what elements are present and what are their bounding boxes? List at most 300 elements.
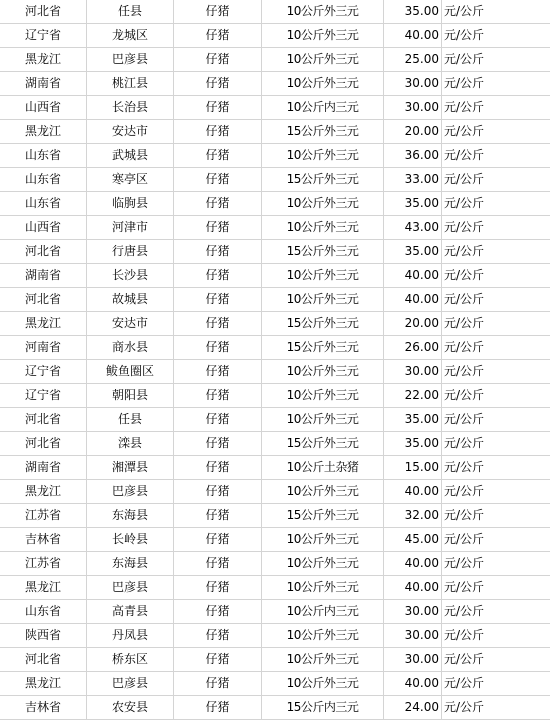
livestock-type-cell[interactable] [174,216,262,240]
unit-cell-text: 元/公斤 [444,148,485,162]
specification-cell[interactable] [262,0,384,24]
price-cell[interactable] [384,600,442,624]
specification-cell[interactable] [262,144,384,168]
specification-cell-text: 15公斤外三元 [286,244,359,258]
county-cell-text: 长沙县 [111,268,148,282]
price-cell[interactable] [384,96,442,120]
province-cell-text: 黑龙江 [24,484,61,498]
livestock-type-cell[interactable] [174,408,262,432]
livestock-type-cell-text: 仔猪 [205,364,230,378]
specification-cell[interactable] [262,120,384,144]
province-cell[interactable] [0,480,87,504]
unit-cell[interactable] [442,312,550,336]
county-cell[interactable] [87,192,174,216]
price-cell[interactable] [384,504,442,528]
province-cell[interactable] [0,192,87,216]
specification-cell[interactable] [262,600,384,624]
price-cell[interactable] [384,672,442,696]
price-cell[interactable] [384,360,442,384]
livestock-type-cell[interactable] [174,360,262,384]
specification-cell-text: 10公斤外三元 [286,292,359,306]
province-cell[interactable] [0,96,87,120]
specification-cell-text: 15公斤外三元 [286,508,359,522]
province-cell[interactable] [0,432,87,456]
table-row [0,504,550,528]
table-row [0,24,550,48]
price-cell[interactable] [384,408,442,432]
county-cell[interactable] [87,312,174,336]
province-cell[interactable] [0,456,87,480]
specification-cell[interactable] [262,576,384,600]
unit-cell[interactable] [442,240,550,264]
county-cell[interactable] [87,672,174,696]
county-cell[interactable] [87,144,174,168]
unit-cell[interactable] [442,504,550,528]
province-cell-text: 山东省 [24,148,61,162]
county-cell[interactable] [87,120,174,144]
price-cell[interactable] [384,216,442,240]
price-cell[interactable] [384,144,442,168]
unit-cell[interactable] [442,456,550,480]
province-cell-text: 湖南省 [24,76,61,90]
county-cell-text: 临朐县 [111,196,148,210]
province-cell-text: 山西省 [24,100,61,114]
livestock-type-cell[interactable] [174,576,262,600]
price-cell[interactable] [384,624,442,648]
livestock-type-cell-text: 仔猪 [205,268,230,282]
county-cell[interactable] [87,216,174,240]
county-cell-text: 长岭县 [111,532,148,546]
unit-cell[interactable] [442,96,550,120]
specification-cell[interactable] [262,384,384,408]
livestock-type-cell-text: 仔猪 [205,340,230,354]
province-cell[interactable] [0,408,87,432]
specification-cell-text: 10公斤外三元 [286,4,359,18]
livestock-type-cell[interactable] [174,456,262,480]
specification-cell[interactable] [262,648,384,672]
unit-cell[interactable] [442,144,550,168]
county-cell[interactable] [87,432,174,456]
price-cell[interactable] [384,384,442,408]
price-cell-text: 33.00 [404,172,439,186]
livestock-type-cell[interactable] [174,72,262,96]
table-row [0,72,550,96]
county-cell[interactable] [87,24,174,48]
price-cell-text: 20.00 [404,124,439,138]
unit-cell[interactable] [442,192,550,216]
province-cell-text: 江苏省 [24,508,61,522]
table-row [0,312,550,336]
livestock-type-cell[interactable] [174,288,262,312]
price-cell-text: 22.00 [404,388,439,402]
table-row [0,192,550,216]
livestock-type-cell-text: 仔猪 [205,652,230,666]
unit-cell[interactable] [442,384,550,408]
specification-cell-text: 10公斤外三元 [286,652,359,666]
specification-cell-text: 15公斤外三元 [286,172,359,186]
livestock-type-cell[interactable] [174,264,262,288]
specification-cell[interactable] [262,264,384,288]
province-cell-text: 山东省 [24,604,61,618]
price-cell-text: 40.00 [404,28,439,42]
livestock-type-cell[interactable] [174,600,262,624]
livestock-type-cell-text: 仔猪 [205,628,230,642]
price-cell[interactable] [384,120,442,144]
specification-cell[interactable] [262,312,384,336]
specification-cell[interactable] [262,168,384,192]
specification-cell-text: 10公斤内三元 [286,604,359,618]
price-cell-text: 36.00 [404,148,439,162]
price-cell-text: 26.00 [404,340,439,354]
livestock-type-cell[interactable] [174,168,262,192]
unit-cell[interactable] [442,408,550,432]
province-cell[interactable] [0,48,87,72]
livestock-type-cell-text: 仔猪 [205,388,230,402]
county-cell[interactable] [87,576,174,600]
price-cell[interactable] [384,192,442,216]
price-cell-text: 30.00 [404,652,439,666]
unit-cell-text: 元/公斤 [444,484,485,498]
price-cell-text: 43.00 [404,220,439,234]
specification-cell[interactable] [262,504,384,528]
table-row [0,120,550,144]
unit-cell[interactable] [442,168,550,192]
province-cell-text: 辽宁省 [24,388,61,402]
price-cell[interactable] [384,480,442,504]
province-cell[interactable] [0,24,87,48]
specification-cell-text: 10公斤外三元 [286,220,359,234]
unit-cell-text: 元/公斤 [444,28,485,42]
price-cell[interactable] [384,168,442,192]
livestock-type-cell[interactable] [174,624,262,648]
livestock-type-cell[interactable] [174,312,262,336]
county-cell-text: 东海县 [111,556,148,570]
livestock-type-cell-text: 仔猪 [205,580,230,594]
unit-cell-text: 元/公斤 [444,700,485,714]
price-cell[interactable] [384,552,442,576]
price-cell[interactable] [384,696,442,720]
livestock-type-cell[interactable] [174,552,262,576]
county-cell[interactable] [87,480,174,504]
province-cell[interactable] [0,648,87,672]
livestock-type-cell[interactable] [174,144,262,168]
unit-cell[interactable] [442,48,550,72]
county-cell[interactable] [87,264,174,288]
province-cell[interactable] [0,696,87,720]
livestock-type-cell-text: 仔猪 [205,100,230,114]
province-cell[interactable] [0,552,87,576]
livestock-type-cell[interactable] [174,24,262,48]
county-cell[interactable] [87,288,174,312]
county-cell-text: 农安县 [111,700,148,714]
price-cell[interactable] [384,648,442,672]
price-cell[interactable] [384,456,442,480]
province-cell-text: 湖南省 [24,268,61,282]
province-cell-text: 黑龙江 [24,676,61,690]
county-cell[interactable] [87,648,174,672]
table-row [0,576,550,600]
livestock-type-cell[interactable] [174,480,262,504]
province-cell[interactable] [0,240,87,264]
specification-cell-text: 10公斤外三元 [286,28,359,42]
unit-cell[interactable] [442,216,550,240]
price-cell-text: 40.00 [404,268,439,282]
province-cell[interactable] [0,144,87,168]
unit-cell-text: 元/公斤 [444,532,485,546]
unit-cell-text: 元/公斤 [444,556,485,570]
price-cell[interactable] [384,336,442,360]
specification-cell-text: 10公斤内三元 [286,100,359,114]
price-cell[interactable] [384,72,442,96]
unit-cell-text: 元/公斤 [444,388,485,402]
specification-cell[interactable] [262,480,384,504]
table-row [0,360,550,384]
unit-cell[interactable] [442,696,550,720]
province-cell-text: 辽宁省 [24,364,61,378]
unit-cell-text: 元/公斤 [444,4,485,18]
county-cell-text: 行唐县 [111,244,148,258]
livestock-type-cell[interactable] [174,96,262,120]
unit-cell[interactable] [442,672,550,696]
unit-cell-text: 元/公斤 [444,412,485,426]
price-cell[interactable] [384,24,442,48]
unit-cell-text: 元/公斤 [444,100,485,114]
county-cell[interactable] [87,600,174,624]
price-cell[interactable] [384,48,442,72]
unit-cell[interactable] [442,24,550,48]
specification-cell[interactable] [262,528,384,552]
livestock-type-cell[interactable] [174,336,262,360]
price-cell[interactable] [384,576,442,600]
specification-cell[interactable] [262,48,384,72]
livestock-type-cell-text: 仔猪 [205,76,230,90]
unit-cell-text: 元/公斤 [444,340,485,354]
price-cell-text: 20.00 [404,316,439,330]
unit-cell-text: 元/公斤 [444,52,485,66]
unit-cell-text: 元/公斤 [444,436,485,450]
price-cell-text: 40.00 [404,676,439,690]
unit-cell-text: 元/公斤 [444,76,485,90]
county-cell-text: 高青县 [111,604,148,618]
livestock-type-cell-text: 仔猪 [205,700,230,714]
province-cell[interactable] [0,624,87,648]
province-cell[interactable] [0,168,87,192]
price-cell-text: 30.00 [404,628,439,642]
unit-cell[interactable] [442,624,550,648]
livestock-type-cell-text: 仔猪 [205,52,230,66]
province-cell-text: 吉林省 [24,532,61,546]
price-cell-text: 35.00 [404,196,439,210]
livestock-type-cell[interactable] [174,192,262,216]
county-cell[interactable] [87,96,174,120]
table-row [0,648,550,672]
unit-cell-text: 元/公斤 [444,268,485,282]
livestock-type-cell-text: 仔猪 [205,196,230,210]
province-cell[interactable] [0,384,87,408]
table-row [0,600,550,624]
specification-cell-text: 15公斤内三元 [286,700,359,714]
price-cell[interactable] [384,312,442,336]
table-row [0,552,550,576]
table-row [0,168,550,192]
province-cell-text: 吉林省 [24,700,61,714]
province-cell[interactable] [0,360,87,384]
specification-cell[interactable] [262,240,384,264]
price-cell[interactable] [384,432,442,456]
price-cell-text: 40.00 [404,556,439,570]
unit-cell-text: 元/公斤 [444,652,485,666]
county-cell[interactable] [87,384,174,408]
table-row [0,96,550,120]
province-cell[interactable] [0,216,87,240]
livestock-type-cell[interactable] [174,504,262,528]
livestock-type-cell[interactable] [174,240,262,264]
unit-cell[interactable] [442,600,550,624]
province-cell[interactable] [0,264,87,288]
province-cell[interactable] [0,0,87,24]
unit-cell[interactable] [442,264,550,288]
province-cell-text: 辽宁省 [24,28,61,42]
price-cell[interactable] [384,264,442,288]
specification-cell[interactable] [262,96,384,120]
county-cell[interactable] [87,240,174,264]
county-cell[interactable] [87,456,174,480]
province-cell[interactable] [0,576,87,600]
table-row [0,240,550,264]
county-cell[interactable] [87,336,174,360]
province-cell[interactable] [0,600,87,624]
livestock-type-cell[interactable] [174,528,262,552]
province-cell[interactable] [0,504,87,528]
specification-cell[interactable] [262,456,384,480]
livestock-type-cell-text: 仔猪 [205,148,230,162]
livestock-type-cell[interactable] [174,672,262,696]
table-row [0,264,550,288]
specification-cell[interactable] [262,288,384,312]
unit-cell[interactable] [442,72,550,96]
specification-cell-text: 10公斤外三元 [286,580,359,594]
livestock-type-cell-text: 仔猪 [205,28,230,42]
county-cell[interactable] [87,408,174,432]
county-cell[interactable] [87,0,174,24]
specification-cell[interactable] [262,360,384,384]
county-cell-text: 安达市 [111,124,148,138]
province-cell[interactable] [0,72,87,96]
unit-cell[interactable] [442,360,550,384]
table-row [0,672,550,696]
specification-cell[interactable] [262,624,384,648]
county-cell[interactable] [87,504,174,528]
unit-cell-text: 元/公斤 [444,316,485,330]
province-cell[interactable] [0,120,87,144]
specification-cell[interactable] [262,216,384,240]
livestock-type-cell[interactable] [174,648,262,672]
price-cell-text: 24.00 [404,700,439,714]
table-row [0,528,550,552]
unit-cell[interactable] [442,480,550,504]
province-cell-text: 河北省 [24,412,61,426]
province-cell-text: 黑龙江 [24,316,61,330]
specification-cell[interactable] [262,552,384,576]
price-cell[interactable] [384,528,442,552]
county-cell-text: 巴彦县 [111,484,148,498]
specification-cell[interactable] [262,336,384,360]
table-row [0,384,550,408]
unit-cell[interactable] [442,120,550,144]
unit-cell[interactable] [442,576,550,600]
province-cell-text: 河北省 [24,292,61,306]
county-cell-text: 龙城区 [111,28,148,42]
specification-cell[interactable] [262,72,384,96]
unit-cell[interactable] [442,288,550,312]
unit-cell[interactable] [442,552,550,576]
county-cell[interactable] [87,696,174,720]
price-cell[interactable] [384,240,442,264]
livestock-type-cell[interactable] [174,432,262,456]
unit-cell[interactable] [442,336,550,360]
specification-cell[interactable] [262,24,384,48]
province-cell-text: 河北省 [24,436,61,450]
province-cell[interactable] [0,312,87,336]
province-cell-text: 河北省 [24,652,61,666]
price-cell[interactable] [384,288,442,312]
specification-cell[interactable] [262,192,384,216]
unit-cell-text: 元/公斤 [444,676,485,690]
county-cell[interactable] [87,552,174,576]
province-cell[interactable] [0,288,87,312]
county-cell-text: 长治县 [111,100,148,114]
county-cell[interactable] [87,528,174,552]
price-cell-text: 40.00 [404,580,439,594]
price-cell-text: 35.00 [404,412,439,426]
livestock-type-cell[interactable] [174,696,262,720]
unit-cell[interactable] [442,648,550,672]
specification-cell-text: 10公斤外三元 [286,676,359,690]
livestock-type-cell[interactable] [174,48,262,72]
livestock-type-cell-text: 仔猪 [205,484,230,498]
province-cell[interactable] [0,528,87,552]
province-cell[interactable] [0,336,87,360]
county-cell-text: 巴彦县 [111,580,148,594]
specification-cell-text: 10公斤外三元 [286,628,359,642]
livestock-type-cell-text: 仔猪 [205,532,230,546]
unit-cell[interactable] [442,432,550,456]
province-cell[interactable] [0,672,87,696]
specification-cell[interactable] [262,432,384,456]
livestock-type-cell-text: 仔猪 [205,124,230,138]
specification-cell[interactable] [262,696,384,720]
price-cell[interactable] [384,0,442,24]
table-row [0,288,550,312]
specification-cell-text: 10公斤外三元 [286,556,359,570]
specification-cell[interactable] [262,408,384,432]
livestock-type-cell[interactable] [174,384,262,408]
county-cell[interactable] [87,168,174,192]
specification-cell[interactable] [262,672,384,696]
unit-cell[interactable] [442,0,550,24]
price-cell-text: 35.00 [404,244,439,258]
county-cell[interactable] [87,624,174,648]
livestock-type-cell-text: 仔猪 [205,604,230,618]
province-cell-text: 湖南省 [24,460,61,474]
livestock-type-cell[interactable] [174,0,262,24]
livestock-type-cell[interactable] [174,120,262,144]
livestock-type-cell-text: 仔猪 [205,556,230,570]
county-cell[interactable] [87,48,174,72]
county-cell[interactable] [87,360,174,384]
county-cell[interactable] [87,72,174,96]
unit-cell[interactable] [442,528,550,552]
